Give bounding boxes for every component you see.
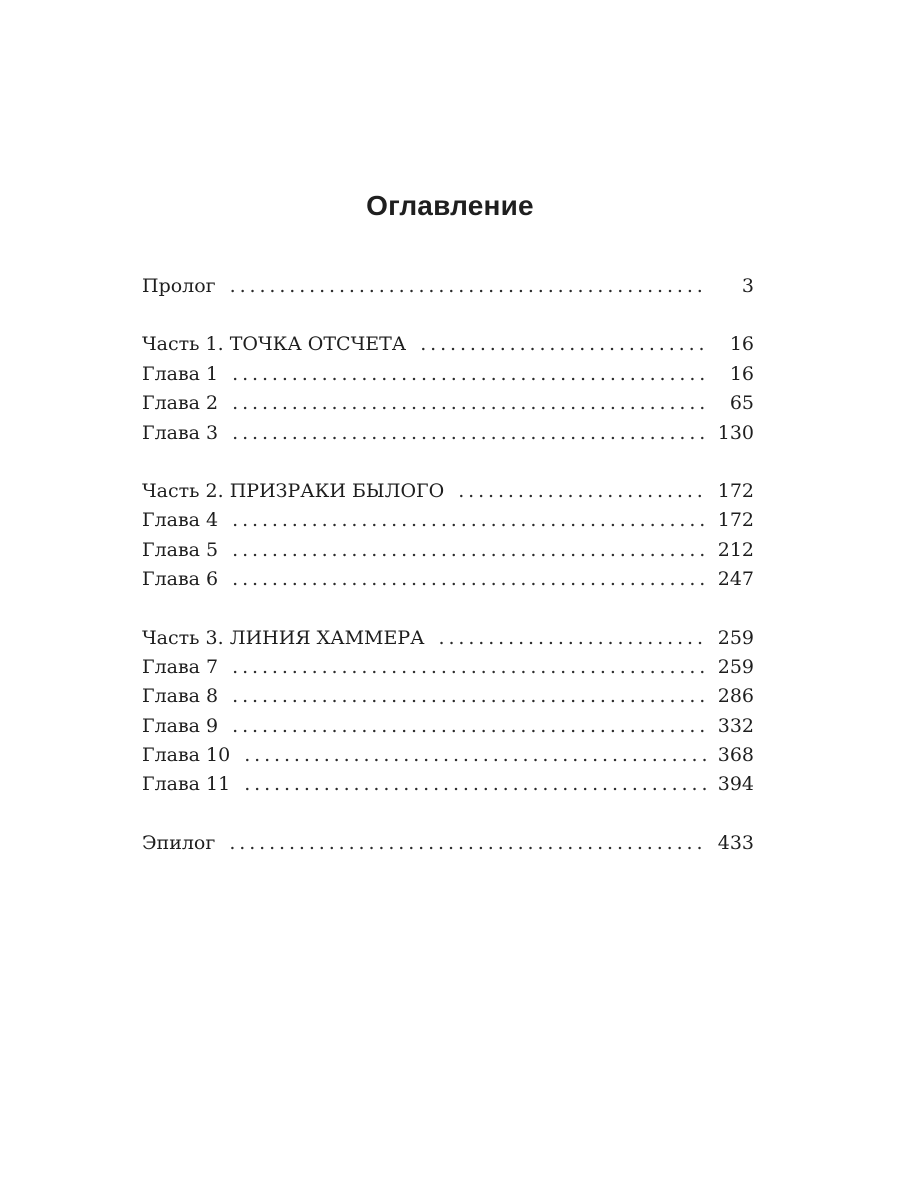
toc-entry-page: 332: [717, 714, 754, 737]
dot-leader: [230, 272, 706, 301]
toc-entry[interactable]: [142, 506, 754, 535]
toc-entry[interactable]: [142, 682, 754, 711]
toc-entry[interactable]: [142, 389, 754, 418]
toc-entry-page: 286: [717, 685, 754, 708]
toc-entry-label: Эпилог: [142, 831, 216, 854]
page-title: Оглавление: [366, 190, 534, 221]
dot-leader: [244, 770, 706, 799]
toc-entry[interactable]: [142, 653, 754, 682]
toc-entry[interactable]: [142, 565, 754, 594]
toc-entry-label: Глава 8: [142, 685, 219, 708]
dot-leader: [232, 506, 706, 535]
toc-entry-page: 3: [741, 275, 754, 297]
toc-entry[interactable]: [142, 272, 754, 301]
dot-leader: [232, 536, 706, 565]
toc-entry-page: 394: [717, 773, 754, 796]
dot-leader: [232, 389, 706, 418]
toc-entry-page: 259: [717, 626, 754, 649]
toc-entry[interactable]: [142, 770, 754, 799]
dot-leader: [232, 419, 706, 448]
dot-leader: [232, 360, 706, 389]
dot-leader: [232, 565, 706, 594]
toc-entry-label: Глава 3: [142, 421, 219, 444]
toc-entry[interactable]: [142, 829, 754, 858]
toc-entry[interactable]: [142, 477, 754, 506]
toc-entry-label: Глава 6: [142, 568, 219, 591]
toc-entry-page: 65: [729, 392, 754, 415]
dot-leader: [244, 741, 706, 770]
toc-entry-label: Часть 2. ПРИЗРАКИ БЫЛОГО: [142, 479, 445, 502]
toc-entry-label: Глава 11: [142, 773, 231, 796]
toc-entry-label: Глава 5: [142, 538, 219, 561]
toc-entry-label: Глава 1: [142, 362, 219, 385]
toc-entry-page: 172: [717, 479, 754, 502]
toc-entry-page: 212: [717, 538, 754, 561]
toc-entry-label: Глава 9: [142, 714, 219, 737]
toc-entry[interactable]: [142, 536, 754, 565]
toc-group-epilogue: [142, 829, 754, 858]
toc-entry-label: Глава 10: [142, 744, 231, 767]
toc-group-part-2: [142, 477, 754, 595]
toc-entry-label: Глава 2: [142, 392, 219, 415]
toc-entry[interactable]: [142, 419, 754, 448]
toc-entry-label: Пролог: [142, 275, 216, 297]
dot-leader: [232, 712, 706, 741]
dot-leader: [458, 477, 706, 506]
table-of-contents: [142, 272, 754, 887]
dot-leader: [232, 682, 706, 711]
dot-leader: [232, 653, 706, 682]
toc-entry-page: 247: [717, 568, 754, 591]
toc-entry[interactable]: [142, 330, 754, 359]
toc-entry-label: Глава 4: [142, 509, 219, 532]
toc-entry[interactable]: [142, 624, 754, 653]
toc-group-prologue: [142, 272, 754, 301]
toc-entry-label: Часть 1. ТОЧКА ОТСЧЕТА: [142, 333, 407, 356]
toc-entry[interactable]: [142, 712, 754, 741]
toc-entry[interactable]: [142, 741, 754, 770]
toc-entry-page: 259: [717, 655, 754, 678]
toc-group-part-3: [142, 624, 754, 800]
toc-entry-page: 130: [717, 421, 754, 444]
dot-leader: [229, 829, 705, 858]
toc-group-part-1: [142, 330, 754, 448]
toc-entry-page: 433: [717, 831, 754, 854]
dot-leader: [439, 624, 706, 653]
toc-entry-page: 368: [717, 744, 754, 767]
toc-entry-page: 172: [717, 509, 754, 532]
toc-entry-page: 16: [729, 333, 754, 356]
toc-entry[interactable]: [142, 360, 754, 389]
toc-entry-label: Глава 7: [142, 655, 219, 678]
dot-leader: [420, 330, 706, 359]
toc-entry-page: 16: [729, 362, 754, 385]
toc-entry-label: Часть 3. ЛИНИЯ ХАММЕРА: [142, 626, 425, 649]
